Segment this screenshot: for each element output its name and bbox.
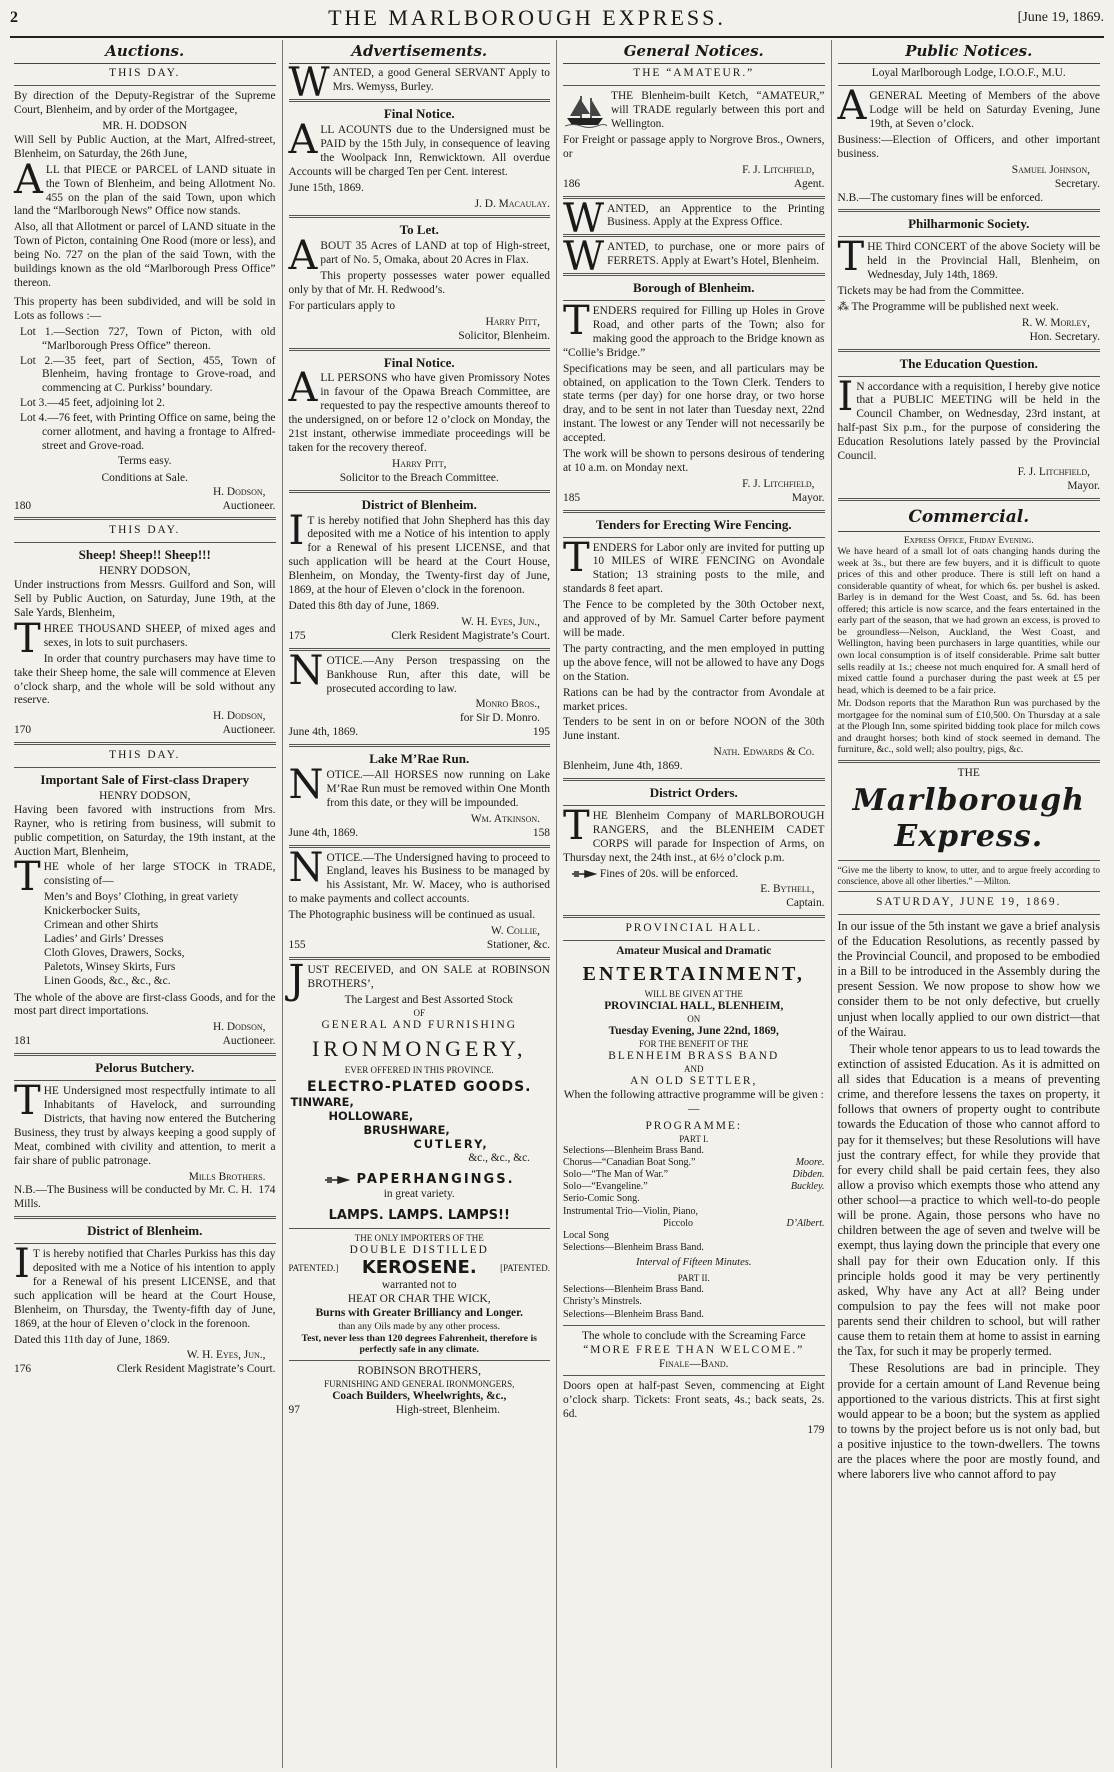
section-heading: General Notices. bbox=[563, 40, 825, 64]
ad-district-blenheim-purkiss: District of Blenheim. IT is hereby notified that Charles Purkiss has this day deposited with me a Notice of his intention to apply for a Renewal of his present LICENSE, and that such application will be heard at the Court House, Blenheim, on Thursday, the Twenty-fifth day of June, 1869, at the hour of Eleven o’clock in the forenoon. Dated this 11th day of June, 1869. W. H. Eyes, Jun., 176 Clerk Resident Magistrate’s Court. bbox=[14, 1223, 276, 1376]
ad-final-notice-macaulay: Final Notice. ALL ACOUNTS due to the Undersigned must be PAID by the 15th July, in consequence of leaving the Woolpack Inn, Renwicktown. All overdue Accounts will be charged Ten per Cent. interest. June 15th, 1869. J. D. Macaulay. bbox=[288, 106, 550, 210]
page-number: 2 bbox=[10, 9, 18, 26]
ad-pelorus-butchery: Pelorus Butchery. THE Undersigned most respectfully intimate to all Inhabitants of Havelock, and surrounding Districts, that having now entered the Butchering Business, they trust by always keeping a good supply of Meat, combined with civility and attention, to merit a fair share of public patronage. Mills Brothers. N.B.—The Business will be conducted by Mr. C. H. Mills. 174 bbox=[14, 1060, 276, 1211]
ad-notice-bankhouse: NOTICE.—Any Person trespassing on the Bankhouse Run, after this date, will be prosecuted according to law. Monro Bros., for Sir D. Monro. June 4th, 1869. 195 bbox=[288, 647, 550, 739]
editorial: THE Marlborough Express. “Give me the liberty to know, to utter, and to argue freely according to conscience, above all other liberties.” —Milton. SATURDAY, JUNE 19, 1869. In our issue of the 5th instant we gave a brief analysis of the Education Resolutions, as recently passed by the Provincial Council, and proposed to be embodied in a Bill to be introduced in the Assembly during the present Session. We now propose to show how we consider them to be not only defective, but cruelly unjust when locally applied to our own district—that of the Wairau. Their whole tenor appears to us to lead towards the extinction of assisted Education. As it is admitted on all sides that Education is a means of preventing crime, and therefore lessens the taxes on property, it follows that owners of property ought to contribute towards the Education of those who cannot afford to pay for it themselves; but these Resolutions will have just the contrary effect, for while they provide that for every child shall be paid certain fees, they also allow a proviso which exempts those who attend any other school—a practice to which well-to-do people will be prone. Again, those persons who have no children between the age of seven and twelve will be exempt, thus laying down the principle that every one shall pay for their own Education only. If this principle holds good it may be very pertinently asked, Why have any Act at all? Being under compulsion to pay the fees will not make poor parents send their children to school, but will rather cause them to retain them at home to assist in earning the Tax, for such it may be properly termed. These Resolutions are bad in principle. They provide for a certain amount of Land Revenue being apportioned to the various districts. This at first sight would appear to be a boon; but the system as applied to towns by the project before us is not only bad, but a positive injustice to the town-dwellers. The towns are the places where the poor are mostly found, and where laborers live who cannot afford to pay bbox=[837, 766, 1100, 1482]
newspaper-title: THE MARLBOROUGH EXPRESS. bbox=[328, 5, 726, 30]
column-auctions bbox=[8, 40, 283, 1768]
ad-philharmonic: Philharmonic Society. THE Third CONCERT of the above Society will be held in the Provincial Hall, Blenheim, on Wednesday, July 14th, 1869. Tickets may be had from the Committee. ⁂ The Programme will be published next week. R. W. Morley, Hon. Secretary. bbox=[837, 216, 1100, 343]
program-item: Local Song bbox=[563, 1229, 609, 1241]
commercial-report: Commercial. Express Office, Friday Evening. We have heard of a small lot of oats changing hands during the week at 3s., but there are few buyers, and it is difficult to quote prices of this and other produce. There is still left on hand a considerable quantity of wheat, for which 6s. per bushel is asked. Barley is in demand for the West Coast, and 5s. 6d. has been offered; this article is now scarce, and the fears entertained in the early part of the season, that we had grown an excess, is proved to be groundless—Nelson, Auckland, the West Coast, and Wellington, having been purchasers in large quantities, while our own local consumption is of itself considerable. Prime salt butter sells readily at 1s.; cheese not much enquired for. A small herd of mixed cattle found a purchaser during the past week at £5 per head, which is deemed to be a fair price. Mr. Dodson reports that the Marathon Run was purchased by the mortgagee for the nominal sum of £10,500. On Thursday at a sale at the Plough Inn, some spirited bidding took place for milch cows and draught horses; both kind of stock seemed in demand. The furniture, &c., sold well; also poultry, pigs, &c. bbox=[837, 506, 1100, 756]
ad-loyal-lodge: Loyal Marlborough Lodge, I.O.O.F., M.U. AGENERAL Meeting of Members of the above Lodge will be held on Saturday Evening, June 19th, at Seven o’clock. Business:—Election of Officers, and other important business. Samuel Johnson, Secretary. N.B.—The customary fines will be enforced. bbox=[837, 67, 1100, 204]
ad-wanted-servant: WANTED, a good General SERVANT Apply to Mrs. Wemyss, Burley. bbox=[288, 60, 550, 107]
program-item: Solo—“The Man of War.” Dibden. bbox=[563, 1169, 825, 1181]
program-item: Piccolo D’Albert. bbox=[663, 1217, 825, 1229]
program-item: Solo—“Evangeline.” Buckley. bbox=[563, 1181, 825, 1193]
ad-education-question: The Education Question. IN accordance with a requisition, I hereby give notice that a PUBLIC MEETING will be held in the Council Chamber, on Wednesday, 23rd instant, at half-past Six p.m., for the purpose of considering the Education Resolutions lately passed by the Provincial Council. F. J. Litchfield, Mayor. bbox=[837, 355, 1100, 492]
section-heading: Auctions. bbox=[14, 40, 276, 64]
program-item: Selections—Blenheim Brass Band. bbox=[563, 1242, 704, 1254]
ad-provincial-hall-entertainment: PROVINCIAL HALL. Amateur Musical and Dramatic ENTERTAINMENT, WILL BE GIVEN AT THE PROVINCIAL HALL, BLENHEIM, ON Tuesday Evening, June 22nd, 1869, FOR THE BENEFIT OF THE BLENHEIM BRASS BAND AND AN OLD SETTLER, When the following attractive programme will be given :— PROGRAMME: PART I. Selections—Blenheim Brass Band. Chorus—“Canadian Boat Song.” Moore. Solo—“The Man of War.” Dibden. Solo—“Evangeline.” Buckley. Serio-Comic Song. Instrumental Trio—Violin, Piano, Piccolo D’Albert. Local Song Selections—Blenheim Brass Band. Interval of Fifteen Minutes. PART II. Selections—Blenheim Brass Band. Christy’s Minstrels. Selections—Blenheim Brass Band. The whole to conclude with the Screaming Farce “MORE FREE THAN WELCOME.” Finale—Band. Doors open at half-past Seven, commencing at Eight o’clock sharp. Tickets: Front seats, 4s.; back seats, 2s. 6d. 179 bbox=[563, 922, 825, 1437]
ad-wanted-ferrets: WANTED, to purchase, one or more pairs of FERRETS. Apply at Ewart’s Hotel, Blenheim. bbox=[563, 234, 825, 281]
ship-icon bbox=[563, 92, 607, 128]
program-item: Selections—Blenheim Brass Band. bbox=[563, 1284, 704, 1296]
ad-wire-fencing: Tenders for Erecting Wire Fencing. TENDERS for Labor only are invited for putting up 10 MILES of WIRE FENCING on Avondale Station; 13 straining posts to the mile, and standards 8 feet apart. The Fence to be completed by the 30th October next, and approved of by Mr. Samuel Carter before payment will be made. The party contracting, and the men employed in putting up the above fence, will not be allowed to have any Dogs on the Station. Rations can be had by the contractor from Avondale at market prices. Tenders to be sent in on or before NOON of the 30th June instant. Nath. Edwards & Co. Blenheim, June 4th, 1869. bbox=[563, 516, 825, 773]
ad-sheep-sale: THIS DAY. Sheep! Sheep!! Sheep!!! HENRY DODSON, Under instructions from Messrs. Guilford and Son, will Sell by Public Auction, on Saturday, June 19th, at the Sale Yards, Blenheim, THREE THOUSAND SHEEP, of mixed ages and sexes, in lots to suit purchasers. In order that country purchasers may have time to take their Sheep home, the sale will commence at Eleven o’clock sharp, and the whole will be sold without any reserve. H. Dodson, 170 Auctioneer. bbox=[14, 524, 276, 737]
issue-date: [June 19, 1869. bbox=[1017, 10, 1104, 25]
ad-robinson-ironmongery: JUST RECEIVED, and ON SALE at ROBINSON BROTHERS’, The Largest and Best Assorted Stock OF GENERAL AND FURNISHING IRONMONGERY, EVER OFFERED IN THIS PROVINCE. ELECTRO-PLATED GOODS. TINWARE, HOLLOWARE, BRUSHWARE, CUTLERY, &c., &c., &c. PAPERHANGINGS. in great variety. LAMPS. LAMPS. LAMPS!! THE ONLY IMPORTERS OF THE DOUBLE DISTILLED PATENTED.] KEROSENE. [PATENTED. warranted not to HEAT OR CHAR THE WICK, Burns with Greater Brilliancy and Longer. than any Oils made by any other process. Test, never less than 120 degrees Fahrenheit, therefore is perfectly safe in any climate. ROBINSON BROTHERS, FURNISHING AND GENERAL IRONMONGERS, Coach Builders, Wheelwrights, &c., 97 High-street, Blenheim. bbox=[288, 956, 550, 1416]
ad-to-let: To Let. ABOUT 35 Acres of LAND at top of High-street, part of No. 5, Omaka, about 20 Acres in Flax. This property possesses water power equalled only by that of Mr. H. Redwood’s. For particulars apply to Harry Pitt, Solicitor, Blenheim. bbox=[288, 222, 550, 342]
ad-wanted-apprentice: WANTED, an Apprentice to the Printing Business. Apply at the Express Office. bbox=[563, 195, 825, 242]
column-advertisements bbox=[283, 40, 558, 1768]
section-heading: Advertisements. bbox=[289, 40, 551, 64]
program-item: Chorus—“Canadian Boat Song.” Moore. bbox=[563, 1156, 825, 1168]
program-item: Serio-Comic Song. bbox=[563, 1193, 640, 1205]
ad-land-auction: THIS DAY. By direction of the Deputy-Registrar of the Supreme Court, Blenheim, and by order of the Mortgagee, MR. H. DODSON Will Sell by Public Auction, at the Mart, Alfred-street, Blenheim, on Saturday, the 26th June, ALL that PIECE or PARCEL of LAND situate in the Town of Blenheim, and being Allotment No. 455 on the plan of the said Town, upon which land the “Marlborough News” Office now stands. Also, all that Allotment or parcel of LAND situate in the Town of Picton, containing One Rood (more or less), and being No. 727 on the plan of the said Town, with the buildings known as the old “Marlborough Press Office” thereon. This property has been subdivided, and will be sold in Lots as follows :— Lot 1.—Section 727, Town of Picton, with old “Marlborough Press Office” thereon. Lot 2.—35 feet, part of Section, 455, Town of Blenheim, having frontage to Grove-road, and commencing at C. Purkiss’ boundary. Lot 3.—45 feet, adjoining lot 2. Lot 4.—76 feet, with Printing Office on same, being the corner allotment, and having a frontage to Alfred-street and Grove-road. Terms easy. Conditions at Sale. H. Dodson, 180 Auctioneer. bbox=[14, 67, 276, 512]
program-item: Selections—Blenheim Brass Band. bbox=[563, 1308, 704, 1320]
ad-drapery-sale: THIS DAY. Important Sale of First-class Drapery HENRY DODSON, Having been favored with instructions from Mrs. Rayner, who is retiring from business, will submit to public competition, on Saturday, the 19th instant, at the Auction Mart, Blenheim, THE whole of her large STOCK in TRADE, consisting of— Men’s and Boys’ Clothing, in great variety Knickerbocker Suits, Crimean and other Shirts Ladies’ and Girls’ Dresses Cloth Gloves, Drawers, Socks, Paletots, Winsey Skirts, Furs Linen Goods, &c., &c., &c. The whole of the above are first-class Goods, and for the most part direct importations. H. Dodson, 181 Auctioneer. bbox=[14, 749, 276, 1048]
pointing-hand-icon bbox=[324, 1174, 350, 1184]
column-public-notices bbox=[832, 40, 1107, 1768]
ad-notice-collie: NOTICE.—The Undersigned having to proceed to England, leaves his Business to be managed by his Assistant, Mr. W. Macey, who is authorised to make payments and collect accounts. The Photographic business will be continued as usual. W. Collie, 155 Stationer, &c. bbox=[288, 844, 550, 951]
ad-district-blenheim-shepherd: District of Blenheim. IT is hereby notified that John Shepherd has this day deposited with me a Notice of his intention to apply for a Renewal of his present LICENSE, and that such application will be heard at the Court House, Blenheim, on Monday, the Twenty-first day of June, 1869, at the hour of Eleven o’clock in the forenoon. Dated this 8th day of June, 1869. W. H. Eyes, Jun., 175 Clerk Resident Magistrate’s Court. bbox=[288, 496, 550, 642]
editorial-masthead: Marlborough Express. bbox=[852, 782, 1085, 855]
masthead bbox=[10, 0, 1104, 38]
ad-amateur-ketch: THE “AMATEUR.” THE Blenheim-built Ketch, “AMATEUR,” will TRADE regularly between this port and Wellington. For Freight or passage apply to Norgrove Bros., Owners, or F. J. Litchfield, 186 Agent. bbox=[563, 67, 825, 190]
program-item: Christy’s Minstrels. bbox=[563, 1296, 642, 1308]
ad-lake-mrae-run: Lake M’Rae Run. NOTICE.—All HORSES now running on Lake M’Rae Run must be removed within One Month from this date, or they will be impounded. Wm. Atkinson. June 4th, 1869. 158 bbox=[288, 751, 550, 839]
column-general-notices bbox=[557, 40, 832, 1768]
program-item: Selections—Blenheim Brass Band. bbox=[563, 1144, 704, 1156]
ad-final-notice-breach: Final Notice. ALL PERSONS who have given Promissory Notes in favour of the Opawa Breach Committee, are requested to pay the respective amounts thereof to the undersigned, on or before 12 o’clock on Monday, the 21st instant, otherwise immediate proceedings will be taken for the recovery thereof. Harry Pitt, Solicitor to the Breach Committee. bbox=[288, 354, 550, 484]
program-item: Instrumental Trio—Violin, Piano, bbox=[563, 1205, 698, 1217]
ad-borough-tenders: Borough of Blenheim. TENDERS required for Filling up Holes in Grove Road, and other parts of the Town; also for making good the approach to the Bridge known as “Collie’s Bridge.” Specifications may be seen, and all particulars may be obtained, on application to the Town Clerk. Tenders to state terms (per day) for one horse dray, or two horse dray, and to be sent in not later than Tuesday next, 22nd instant. The lowest or any Tender will not necessarily be accepted. The work will be shown to persons desirous of tendering at 10 a.m. on Monday next. F. J. Litchfield, 185 Mayor. bbox=[563, 280, 825, 504]
ad-district-orders: District Orders. THE Blenheim Company of MARLBOROUGH RANGERS, and the BLENHEIM CADET CORPS will parade for Inspection of Arms, on Thursday next, the 24th inst., at 6½ o’clock p.m. Fines of 20s. will be enforced. E. Bythell, Captain. bbox=[563, 785, 825, 910]
section-heading: Public Notices. bbox=[838, 40, 1101, 64]
pointing-hand-icon bbox=[571, 869, 597, 879]
